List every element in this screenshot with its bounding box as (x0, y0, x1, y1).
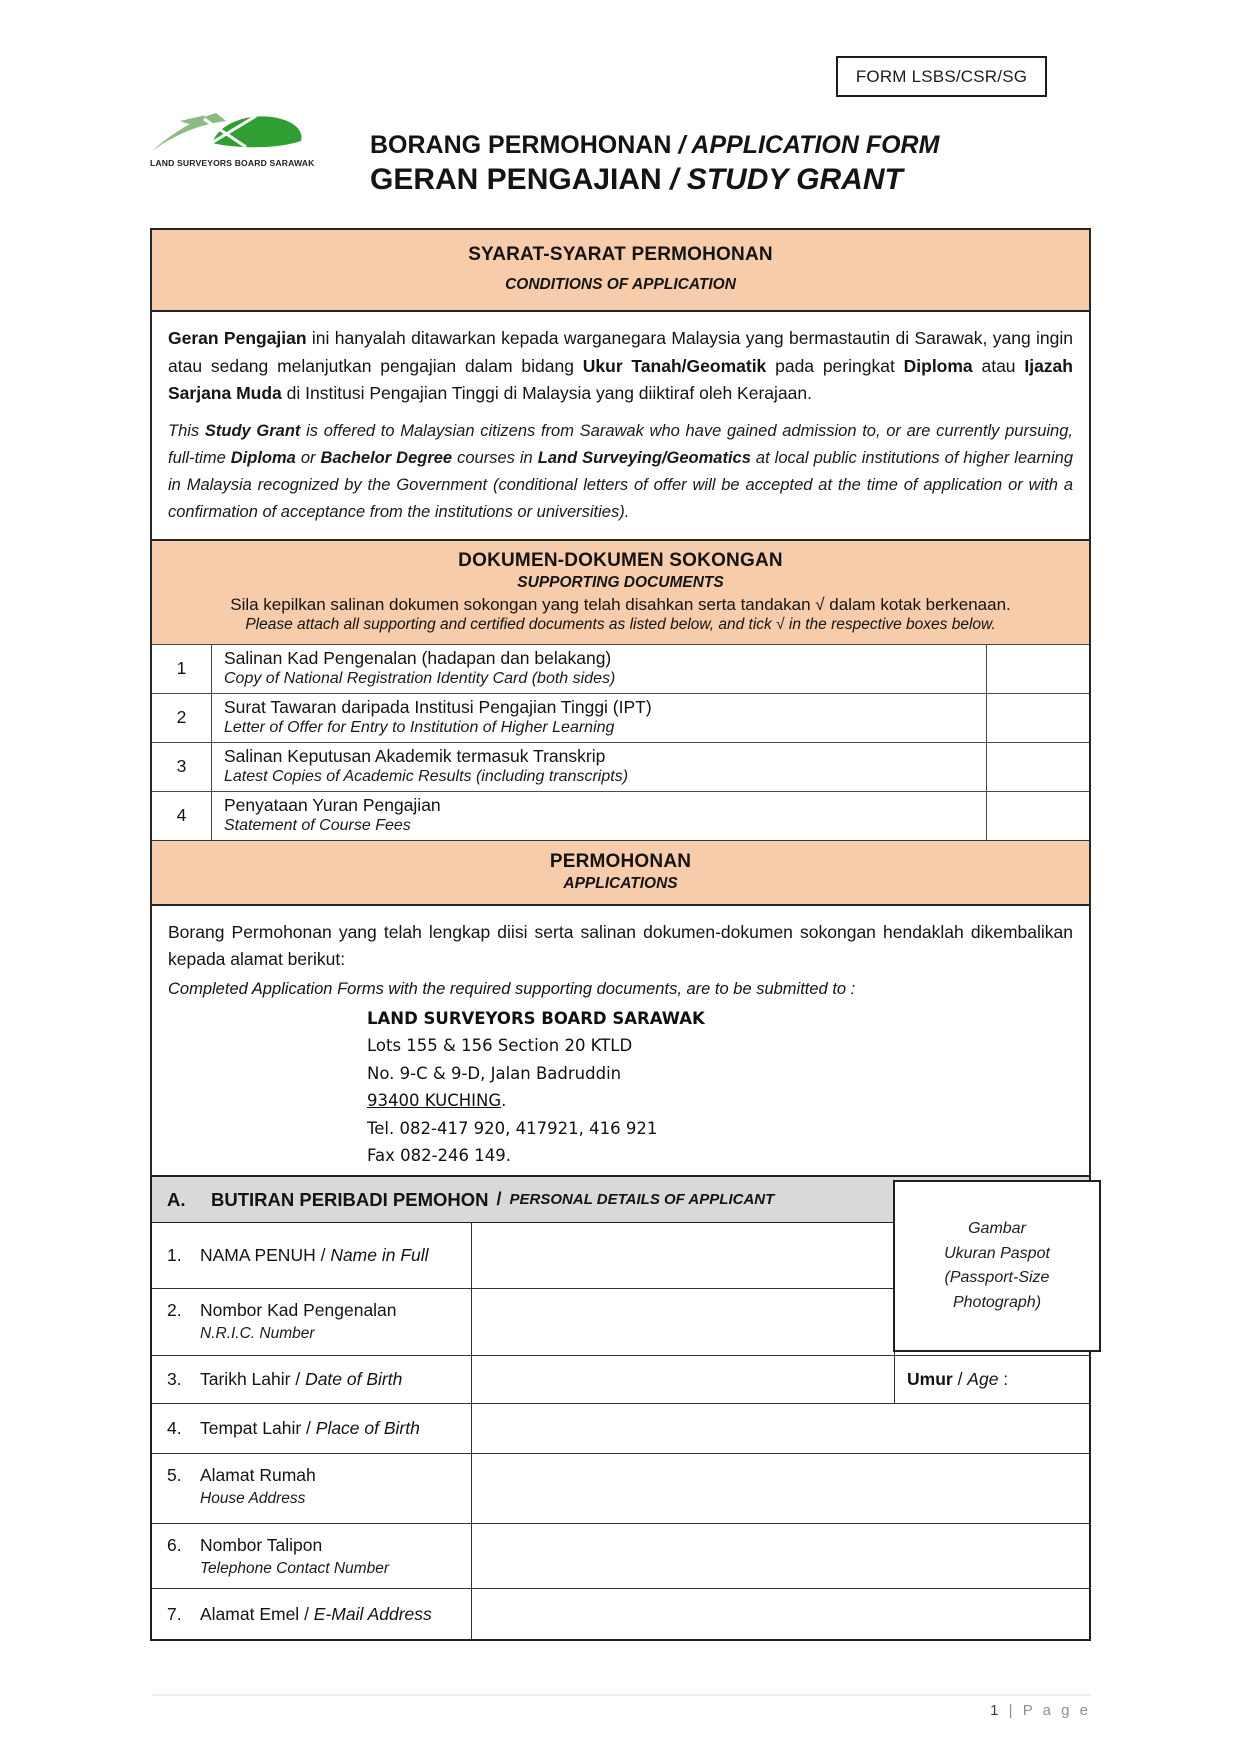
field-number: 5. (167, 1465, 182, 1485)
documents-header (152, 539, 1089, 644)
document-description-en: Statement of Course Fees (224, 817, 411, 834)
field-number: 1. (167, 1245, 182, 1265)
photo-box (893, 1180, 1101, 1352)
section-a-heading-separator: / (496, 1189, 502, 1209)
form-code-box (836, 56, 1047, 97)
conditions-header (152, 230, 1089, 310)
document-description-my: Salinan Keputusan Akademik termasuk Transkrip (224, 746, 606, 766)
document-description-en: Latest Copies of Academic Results (including transcripts) (224, 768, 629, 785)
photo-box-line-1: Gambar (968, 1220, 1026, 1237)
address-line-1: Lots 155 & 156 Section 20 KTLD (367, 1036, 633, 1055)
submission-address (367, 1005, 1073, 1170)
age-label: Umur / Age : (907, 1369, 1009, 1389)
document-row-2 (152, 693, 1089, 742)
documents-heading-my: DOKUMEN-DOKUMEN SOKONGAN (458, 549, 783, 571)
document-checkbox-cell-4[interactable] (986, 792, 1089, 840)
documents-note-my: Sila kepilkan salinan dokumen sokongan yang telah disahkan serta tandakan √ dalam kotak berkenaan. (230, 594, 1011, 614)
field-label-place-of-birth: Tempat Lahir / Place of Birth (200, 1418, 420, 1438)
field-label-house-address-my: Alamat Rumah (200, 1465, 316, 1485)
document-description-en: Letter of Offer for Entry to Institution of Higher Learning (224, 719, 615, 736)
document-description-my: Penyataan Yuran Pengajian (224, 795, 441, 815)
field-label-house-address-en: House Address (200, 1490, 306, 1507)
document-number: 3 (152, 743, 212, 791)
form-code-text: FORM LSBS/CSR/SG (855, 66, 1028, 86)
address-name: LAND SURVEYORS BOARD SARAWAK (367, 1008, 705, 1028)
document-checkbox-cell-3[interactable] (986, 743, 1089, 791)
conditions-heading-my: SYARAT-SYARAT PERMOHONAN (468, 244, 773, 265)
field-row-date-of-birth (152, 1356, 1089, 1404)
conditions-paragraph-en: This Study Grant is offered to Malaysian citizens from Sarawak who have gained admission to, or are currently pursuing, full-time Diploma or Bachelor Degree courses in Land Surveying/Geomatics at local public institutions of higher learning in Malaysia recognized by the Government (conditional letters of offer will be accepted at the time of application or with a confirmation of acceptance from the institutions or universities). (168, 421, 1074, 521)
field-label-telephone-en: Telephone Contact Number (200, 1560, 389, 1577)
applications-heading-my: PERMOHONAN (549, 850, 692, 872)
address-fax: Fax 082-246 149. (367, 1146, 512, 1165)
document-description-my: Surat Tawaran daripada Institusi Pengajian Tinggi (IPT) (224, 697, 652, 717)
applications-body (152, 904, 1089, 1184)
document-description-my: Salinan Kad Pengenalan (hadapan dan belakang) (224, 648, 612, 668)
document-description-en: Copy of National Registration Identity Card (both sides) (224, 670, 616, 687)
address-line-2: No. 9-C & 9-D, Jalan Badruddin (367, 1063, 622, 1083)
field-row-house-address (152, 1454, 1089, 1524)
field-label-email: Alamat Emel / E-Mail Address (200, 1603, 432, 1624)
email-input-cell[interactable] (472, 1589, 1089, 1639)
conditions-body (152, 310, 1089, 539)
document-row-3 (152, 742, 1089, 791)
title-line-1: BORANG PERMOHONAN / APPLICATION FORM (370, 131, 940, 159)
section-a-index: A. (167, 1188, 186, 1210)
conditions-documents-table (150, 228, 1091, 1186)
page-word: | P a g e (1008, 1702, 1091, 1719)
document-number: 2 (152, 694, 212, 742)
age-cell[interactable] (895, 1356, 1089, 1403)
documents-note-en: Please attach all supporting and certified documents as listed below, and tick √ in the respective boxes below. (245, 615, 996, 633)
photo-box-line-2: Ukuran Paspot (944, 1244, 1050, 1262)
document-checkbox-cell-2[interactable] (986, 694, 1089, 742)
section-a-heading-en: PERSONAL DETAILS OF APPLICANT (509, 1191, 775, 1208)
land-surveyors-board-logo-icon (150, 112, 314, 152)
field-label-date-of-birth: Tarikh Lahir / Date of Birth (200, 1369, 403, 1389)
photo-box-line-4: Photograph) (952, 1293, 1042, 1311)
field-label-full-name: NAMA PENUH / Name in Full (200, 1245, 429, 1265)
documents-heading-en: SUPPORTING DOCUMENTS (517, 573, 724, 591)
logo (150, 112, 318, 168)
applications-heading-en: APPLICATIONS (563, 874, 678, 892)
field-label-telephone-my: Nombor Talipon (200, 1535, 323, 1555)
form-title (370, 130, 1030, 198)
date-of-birth-input-cell[interactable] (472, 1356, 895, 1403)
document-number: 1 (152, 645, 212, 693)
applications-body-my: Borang Permohonan yang telah lengkap diisi serta salinan dokumen-dokumen sokongan hendaklah dikembalikan kepada alamat berikut: (168, 921, 1073, 969)
field-row-telephone (152, 1524, 1089, 1589)
applications-body-en: Completed Application Forms with the required supporting documents, are to be submitted to : (168, 979, 856, 998)
field-label-nric-en: N.R.I.C. Number (200, 1325, 315, 1342)
house-address-input-cell[interactable] (472, 1454, 1089, 1523)
field-row-place-of-birth (152, 1404, 1089, 1454)
address-city: 93400 KUCHING. (367, 1091, 507, 1110)
page-number (990, 1702, 1091, 1719)
field-row-email (152, 1589, 1089, 1639)
document-checkbox-cell-1[interactable] (986, 645, 1089, 693)
title-line-2: GERAN PENGAJIAN / STUDY GRANT (370, 163, 903, 196)
telephone-input-cell[interactable] (472, 1524, 1089, 1588)
nric-input-cell[interactable] (472, 1289, 895, 1355)
field-number: 3. (167, 1369, 182, 1389)
section-a-heading-my: BUTIRAN PERIBADI PEMOHON (211, 1188, 489, 1210)
field-number: 6. (167, 1535, 182, 1555)
place-of-birth-input-cell[interactable] (472, 1404, 1089, 1453)
address-telephone: Tel. 082-417 920, 417921, 416 921 (367, 1118, 658, 1138)
footer-divider (152, 1694, 1091, 1696)
field-number: 4. (167, 1418, 182, 1438)
field-number: 7. (167, 1603, 182, 1624)
logo-caption: LAND SURVEYORS BOARD SARAWAK (150, 158, 315, 168)
field-number: 2. (167, 1300, 182, 1320)
conditions-paragraph-my: Geran Pengajian ini hanyalah ditawarkan kepada warganegara Malaysia yang bermastautin di Sarawak, yang ingin atau sedang melanjutkan pengajian dalam bidang Ukur Tanah/Geomatik pada peringkat Diploma atau Ijazah Sarjana Muda di Institusi Pengajian Tinggi di Malaysia yang diiktiraf oleh Kerajaan. (168, 328, 1073, 403)
photo-box-line-3: (Passport-Size (944, 1269, 1050, 1286)
conditions-heading-en: CONDITIONS OF APPLICATION (505, 276, 736, 293)
applications-header (152, 840, 1089, 904)
document-number: 4 (152, 792, 212, 840)
field-label-nric-my: Nombor Kad Pengenalan (200, 1300, 397, 1320)
full-name-input-cell[interactable] (472, 1223, 895, 1288)
document-row-1 (152, 644, 1089, 693)
document-row-4 (152, 791, 1089, 840)
page-number-value: 1 (990, 1702, 1009, 1719)
